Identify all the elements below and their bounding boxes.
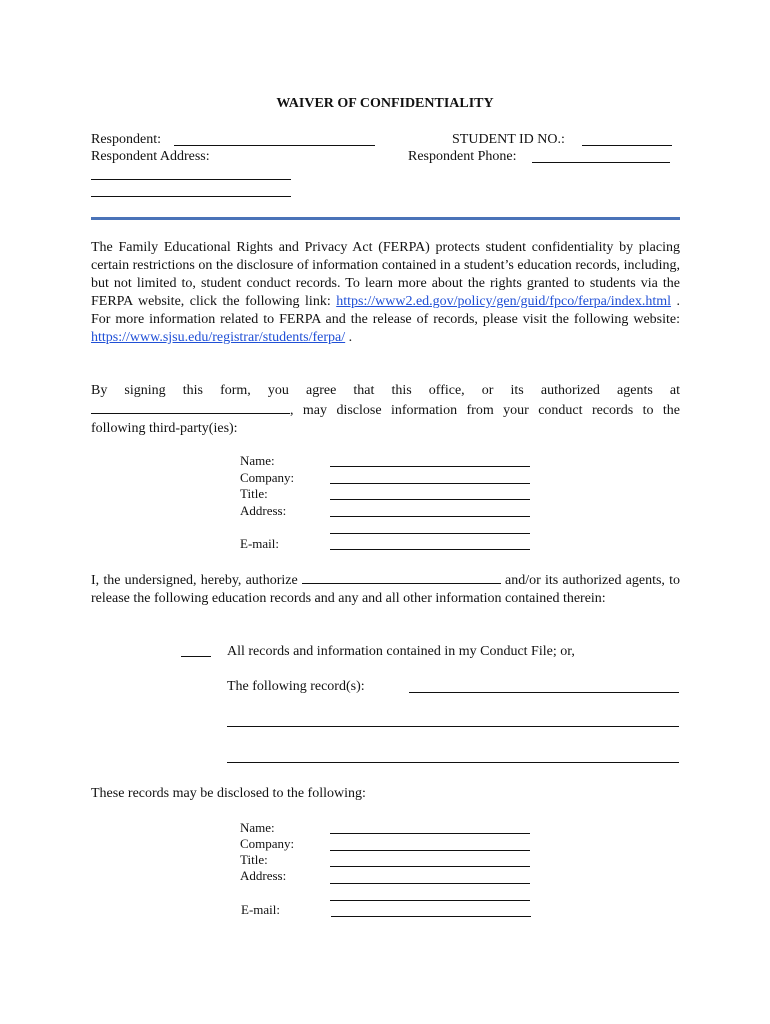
consent-text-1: By signing this form, you agree that this office, or its authorized agents at: [91, 383, 680, 398]
ferpa-text-2: . For more information related to FERPA and the release of records, please visit the following website:: [91, 294, 681, 327]
student-id-field[interactable]: [582, 145, 672, 146]
third-party-name-field[interactable]: [330, 466, 530, 467]
authorize-text-1: I, the undersigned, hereby, authorize: [91, 573, 302, 588]
third-party-address-label: Address:: [240, 503, 287, 518]
all-records-checkbox-line[interactable]: [181, 656, 211, 657]
recipient-address-label: Address:: [240, 868, 287, 883]
recipient-company-label: Company:: [240, 836, 295, 851]
respondent-label: Respondent:: [91, 132, 161, 147]
third-party-company-label: Company:: [240, 470, 295, 485]
recipient-email-field[interactable]: [331, 916, 531, 917]
recipient-name-label: Name:: [240, 820, 275, 835]
third-party-email-field[interactable]: [330, 549, 530, 550]
sjsu-ferpa-link[interactable]: https://www.sjsu.edu/registrar/students/ferpa/: [91, 330, 346, 345]
consent-paragraph: [91, 382, 680, 438]
respondent-address-line-2[interactable]: [91, 196, 291, 197]
respondent-address-line-1[interactable]: [91, 179, 291, 180]
respondent-phone-label: Respondent Phone:: [408, 149, 517, 164]
third-party-name-label: Name:: [240, 453, 275, 468]
recipient-company-field[interactable]: [330, 850, 530, 851]
consent-text-2: , may disclose information from your conduct records to the following third-party(ies):: [91, 403, 680, 436]
third-party-address-field-1[interactable]: [330, 516, 530, 517]
recipient-address-field-1[interactable]: [330, 883, 530, 884]
header-divider: [91, 217, 680, 220]
following-records-field-1[interactable]: [409, 692, 679, 693]
recipient-address-field-2[interactable]: [330, 900, 530, 901]
ferpa-text-1: The Family Educational Rights and Privacy Act (FERPA) protects student confidentiality by placing certain restrictions on the disclosure of information contained in a student’s education records, including, but not limited to, student conduct records. To learn more about the rights granted to students via the FERPA website, click the following link:: [91, 240, 680, 309]
authorize-text-2: and/or its authorized agents, to release the following education records and any and all other information contained therein:: [91, 573, 680, 606]
respondent-address-label: Respondent Address:: [91, 149, 210, 164]
recipient-title-field[interactable]: [330, 866, 530, 867]
respondent-phone-field[interactable]: [532, 162, 670, 163]
office-name-field[interactable]: [91, 400, 290, 414]
ferpa-text-3: .: [345, 330, 353, 345]
third-party-address-field-2[interactable]: [330, 533, 530, 534]
third-party-title-field[interactable]: [330, 499, 530, 500]
student-id-label: STUDENT ID NO.:: [452, 132, 565, 147]
following-records-field-2[interactable]: [227, 726, 679, 727]
authorized-party-field[interactable]: [302, 570, 501, 584]
respondent-field[interactable]: [174, 145, 375, 146]
recipient-title-label: Title:: [240, 852, 268, 867]
recipient-email-label: E-mail:: [241, 902, 280, 917]
third-party-email-label: E-mail:: [240, 536, 279, 551]
following-records-field-3[interactable]: [227, 762, 679, 763]
authorize-paragraph: [91, 570, 680, 608]
ferpa-paragraph: [91, 239, 680, 347]
all-records-option: All records and information contained in my Conduct File; or,: [227, 644, 575, 659]
following-records-label: The following record(s):: [227, 679, 365, 694]
third-party-company-field[interactable]: [330, 483, 530, 484]
ferpa-ed-gov-link[interactable]: https://www2.ed.gov/policy/gen/guid/fpco/ferpa/index.html: [336, 294, 671, 309]
third-party-title-label: Title:: [240, 486, 268, 501]
disclosed-to-label: These records may be disclosed to the following:: [91, 786, 366, 801]
page-title: WAIVER OF CONFIDENTIALITY: [276, 96, 494, 111]
recipient-name-field[interactable]: [330, 833, 530, 834]
